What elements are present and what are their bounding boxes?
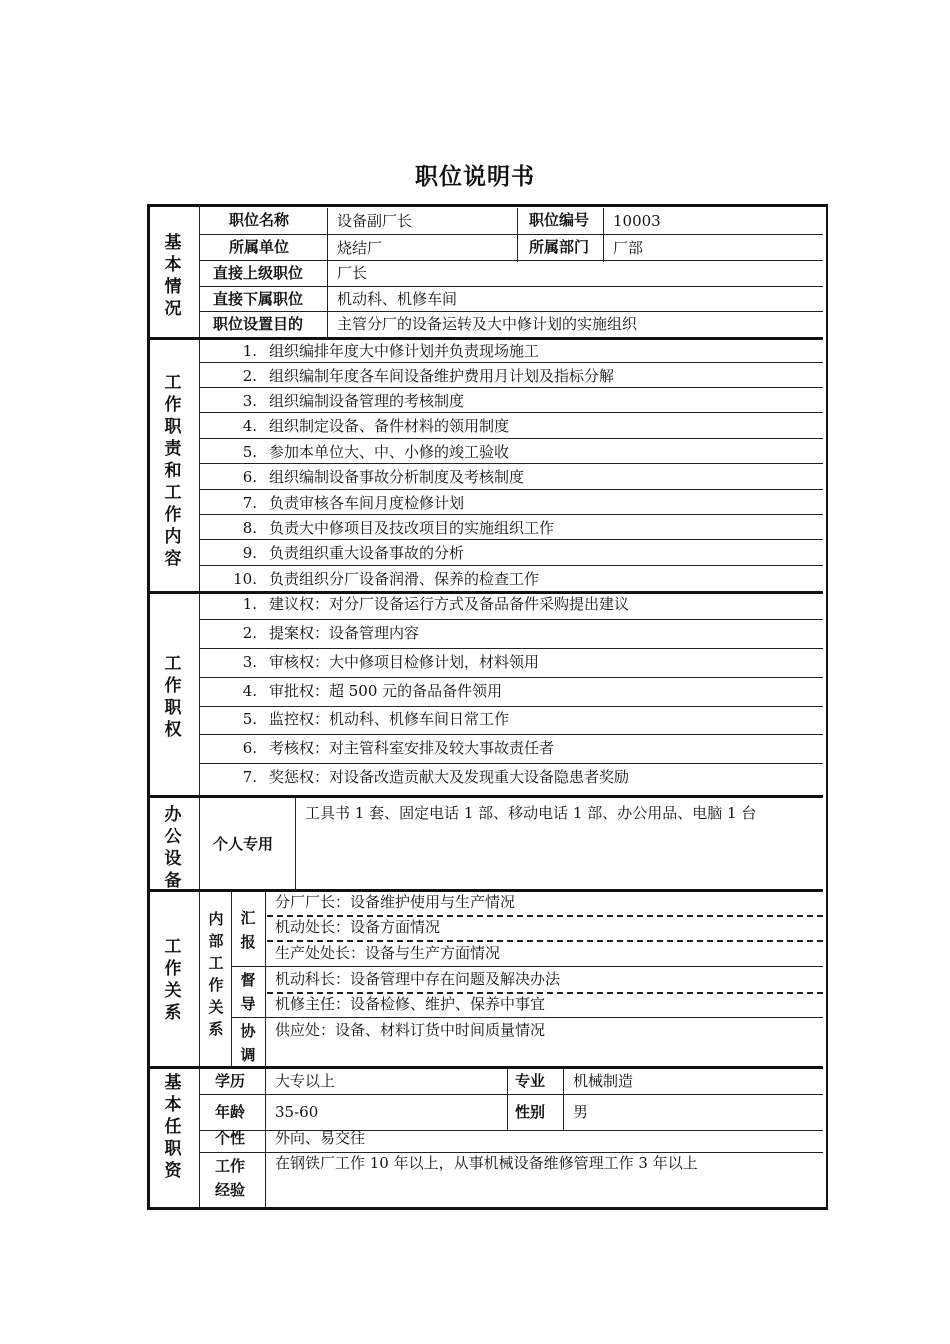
supervise-item: 机动科长：设备管理中存在问题及解决办法 xyxy=(275,970,561,988)
divider xyxy=(199,387,823,388)
list-item: 4. 审批权：超 500 元的备品备件领用 xyxy=(242,682,503,700)
list-item: 4. 组织制定设备、备件材料的领用制度 xyxy=(242,417,510,435)
personality-label: 个性 xyxy=(215,1129,246,1147)
divider xyxy=(199,362,823,363)
job-description-table xyxy=(147,204,826,1207)
experience-label: 工作经验 xyxy=(215,1157,246,1199)
report-label: 汇报 xyxy=(240,909,256,951)
supervise-label: 督导 xyxy=(240,971,256,1013)
purpose-label: 职位设置目的 xyxy=(213,315,304,333)
major-value: 机械制造 xyxy=(573,1072,634,1090)
personal-use-label: 个人专用 xyxy=(213,835,274,853)
superior-label: 直接上级职位 xyxy=(213,264,304,282)
divider xyxy=(199,286,823,287)
list-item: 9. 负责组织重大设备事故的分析 xyxy=(242,544,465,562)
superior-value: 厂长 xyxy=(337,264,368,282)
divider xyxy=(265,966,823,967)
divider xyxy=(199,489,823,490)
divider xyxy=(199,619,823,620)
edu-value: 大专以上 xyxy=(275,1072,336,1090)
divider xyxy=(199,463,823,464)
dept-label: 所属部门 xyxy=(529,238,590,256)
divider xyxy=(231,892,232,1067)
list-item: 5. 监控权：机动科、机修车间日常工作 xyxy=(242,710,510,728)
divider xyxy=(265,892,266,1067)
divider xyxy=(199,706,823,707)
report-item: 分厂厂长：设备维护使用与生产情况 xyxy=(275,893,516,911)
position-no-label: 职位编号 xyxy=(529,211,590,229)
section-basic-label: 基本情况 xyxy=(164,233,182,319)
divider xyxy=(199,514,823,515)
divider xyxy=(265,1017,823,1018)
age-label: 年龄 xyxy=(215,1103,246,1121)
divider xyxy=(199,438,823,439)
unit-value: 烧结厂 xyxy=(337,239,383,257)
gender-value: 男 xyxy=(573,1103,589,1121)
section-divider xyxy=(147,1066,823,1069)
subordinate-label: 直接下属职位 xyxy=(213,290,304,308)
divider xyxy=(199,260,823,261)
divider xyxy=(265,1069,266,1207)
experience-value: 在钢铁厂工作 10 年以上，从事机械设备维修管理工作 3 年以上 xyxy=(275,1154,698,1172)
divider xyxy=(603,208,604,262)
section-equipment-label: 办公设备 xyxy=(164,805,182,891)
divider xyxy=(199,734,823,735)
position-name-value: 设备副厂长 xyxy=(337,212,413,230)
supervise-item: 机修主任：设备检修、维护、保养中事宜 xyxy=(275,995,546,1013)
report-item: 机动处长：设备方面情况 xyxy=(275,918,441,936)
divider xyxy=(199,648,823,649)
list-item: 10. 负责组织分厂设备润滑、保养的检查工作 xyxy=(233,570,540,588)
divider xyxy=(295,798,296,890)
position-no-value: 10003 xyxy=(613,212,661,230)
equipment-value: 工具书 1 套、固定电话 1 部、移动电话 1 部、办公用品、电脑 1 台 xyxy=(305,804,757,822)
section-divider xyxy=(147,795,823,798)
divider xyxy=(199,677,823,678)
list-item: 7. 负责审核各车间月度检修计划 xyxy=(242,494,465,512)
divider xyxy=(199,412,823,413)
list-item: 6. 组织编制设备事故分析制度及考核制度 xyxy=(242,468,525,486)
divider xyxy=(507,1069,508,1131)
report-item: 生产处处长：设备与生产方面情况 xyxy=(275,944,501,962)
list-item: 1. 组织编排年度大中修计划并负责现场施工 xyxy=(242,342,540,360)
divider xyxy=(199,1094,823,1095)
divider xyxy=(517,208,518,262)
divider xyxy=(199,565,823,566)
personality-value: 外向、易交往 xyxy=(275,1129,366,1147)
coord-item: 供应处：设备、材料订货中时间质量情况 xyxy=(275,1021,546,1039)
divider xyxy=(327,208,328,338)
list-item: 7. 奖惩权：对设备改造贡献大及发现重大设备隐患者奖励 xyxy=(242,768,630,786)
list-item: 6. 考核权：对主管科室安排及较大事故责任者 xyxy=(242,739,555,757)
list-item: 2. 组织编制年度各车间设备维护费用月计划及指标分解 xyxy=(242,367,615,385)
edu-label: 学历 xyxy=(215,1072,246,1090)
section-qualification-label: 基本任职资 xyxy=(164,1073,182,1181)
list-item: 3. 审核权：大中修项目检修计划，材料领用 xyxy=(242,653,540,671)
gender-label: 性别 xyxy=(515,1103,546,1121)
page-title: 职位说明书 xyxy=(415,164,535,190)
major-label: 专业 xyxy=(515,1072,546,1090)
list-item: 1. 建议权：对分厂设备运行方式及备品备件采购提出建议 xyxy=(242,595,630,613)
section-duties-label: 工作职责和工作内容 xyxy=(164,373,182,569)
list-item: 2. 提案权：设备管理内容 xyxy=(242,624,420,642)
age-value: 35-60 xyxy=(275,1103,319,1121)
divider xyxy=(563,1069,564,1131)
subordinate-value: 机动科、机修车间 xyxy=(337,290,458,308)
dashed-divider xyxy=(267,940,823,942)
section-relations-label: 工作关系 xyxy=(164,937,182,1023)
coord-label: 协调 xyxy=(240,1022,256,1064)
section-authority-label: 工作职权 xyxy=(164,654,182,740)
inner-relations-label: 内部工作关系 xyxy=(208,910,224,1038)
divider xyxy=(231,1017,265,1018)
divider xyxy=(199,763,823,764)
purpose-value: 主管分厂的设备运转及大中修计划的实施组织 xyxy=(337,315,638,333)
section-divider xyxy=(147,337,823,340)
position-name-label: 职位名称 xyxy=(229,211,290,229)
divider xyxy=(199,539,823,540)
dept-value: 厂部 xyxy=(613,239,644,257)
list-item: 3. 组织编制设备管理的考核制度 xyxy=(242,392,465,410)
list-item: 5. 参加本单位大、中、小修的竣工验收 xyxy=(242,443,510,461)
list-item: 8. 负责大中修项目及技改项目的实施组织工作 xyxy=(242,519,555,537)
unit-label: 所属单位 xyxy=(229,238,290,256)
divider xyxy=(199,311,823,312)
divider xyxy=(231,966,265,967)
divider xyxy=(199,234,823,235)
